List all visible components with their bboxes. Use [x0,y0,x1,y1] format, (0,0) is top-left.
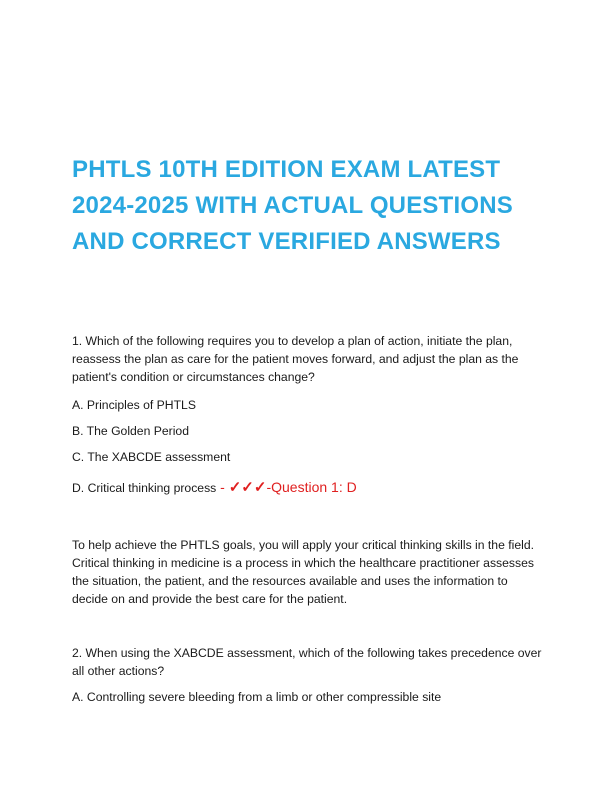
question-1-text: 1. Which of the following requires you to develop a plan of action, initiate the plan, reassess the plan as care for the patient moves forward, and adjust the plan as the patient's condition or circumstances change? [72,334,519,384]
question-1-option-c: C. The XABCDE assessment [72,450,231,464]
question-1-option-d [72,478,357,497]
checkmarks-icon: ✓✓✓ [228,479,267,496]
option-d-text: D. Critical thinking process [72,481,217,495]
correct-answer-label: -Question 1: D [266,479,357,495]
answer-prefix: - [216,479,229,495]
question-1-explanation: To help achieve the PHTLS goals, you will apply your critical thinking skills in the field. Critical thinking in medicine is a process in which the healthcare practitioner assesses the situation, the patient, and the resources available and uses the information to decide on and provide the best care for the patient. [72,538,534,606]
document-title: PHTLS 10TH EDITION EXAM LATEST 2024-2025 WITH ACTUAL QUESTIONS AND CORRECT VERIFIED ANSWERS [72,156,513,255]
question-1-option-a: A. Principles of PHTLS [72,398,196,412]
question-1-option-b: B. The Golden Period [72,424,189,438]
question-2-option-a: A. Controlling severe bleeding from a limb or other compressible site [72,690,442,704]
question-2-text: 2. When using the XABCDE assessment, which of the following takes precedence over all other actions? [72,646,542,678]
